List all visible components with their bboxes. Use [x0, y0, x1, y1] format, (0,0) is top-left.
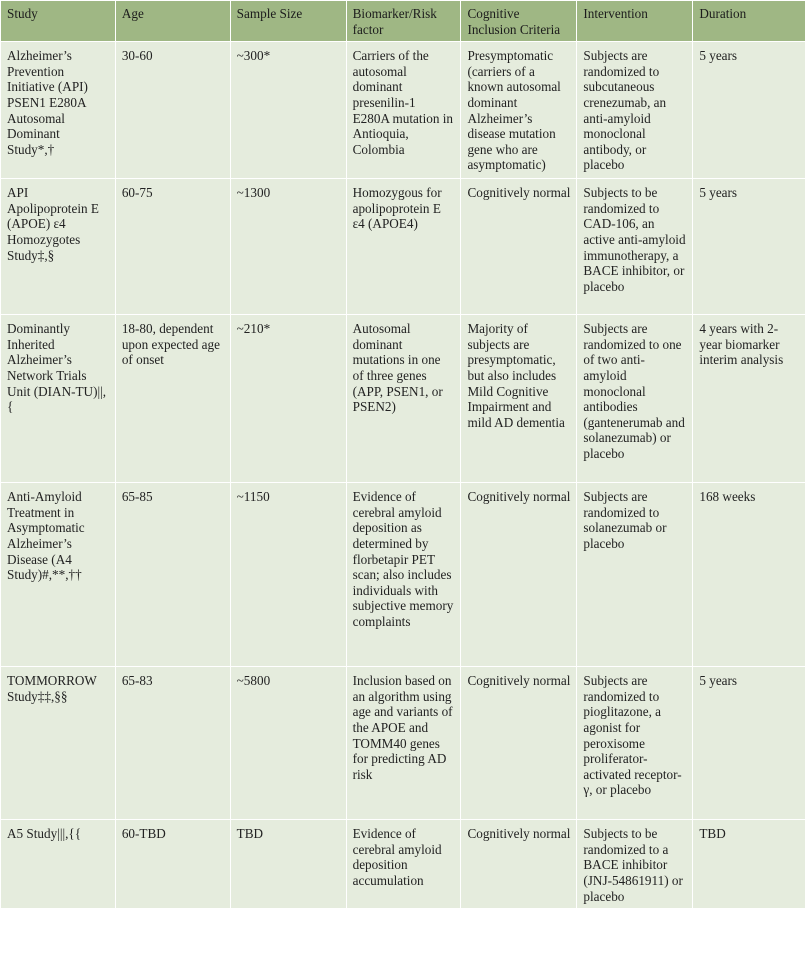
table-row: [1, 42, 806, 179]
cell-sample-size: ~1150: [230, 483, 346, 667]
cell-intervention: Subjects are randomized to solanezumab or placebo: [577, 483, 693, 667]
cell-intervention: Subjects to be randomized to a BACE inhibitor (JNJ-54861911) or placebo: [577, 820, 693, 909]
cell-cognitive-criteria: Presymptomatic (carriers of a known autosomal dominant Alzheimer’s disease mutation gene who are asymptomatic): [461, 42, 577, 179]
cell-sample-size: ~210*: [230, 315, 346, 483]
cell-study: Dominantly Inherited Alzheimer’s Network Trials Unit (DIAN-TU)||,{: [1, 315, 116, 483]
table-row: [1, 483, 806, 667]
column-header-intervention: Intervention: [577, 1, 693, 42]
cell-cognitive-criteria: Cognitively normal: [461, 667, 577, 820]
cell-age: 60-TBD: [115, 820, 230, 909]
cell-sample-size: ~5800: [230, 667, 346, 820]
column-header-duration: Duration: [693, 1, 806, 42]
column-header-study: Study: [1, 1, 116, 42]
cell-intervention: Subjects are randomized to pioglitazone, a agonist for peroxisome proliferator-activated receptor-γ, or placebo: [577, 667, 693, 820]
cell-cognitive-criteria: Majority of subjects are presymptomatic, but also includes Mild Cognitive Impairment and mild AD dementia: [461, 315, 577, 483]
table-row: [1, 179, 806, 315]
cell-cognitive-criteria: Cognitively normal: [461, 179, 577, 315]
cell-biomarker: Homozygous for apolipoprotein E ε4 (APOE4): [346, 179, 461, 315]
column-header-age: Age: [115, 1, 230, 42]
cell-study: TOMMORROW Study‡‡,§§: [1, 667, 116, 820]
cell-biomarker: Evidence of cerebral amyloid deposition accumulation: [346, 820, 461, 909]
cell-duration: 5 years: [693, 42, 806, 179]
column-header-cognitive-inclusion-criteria: Cognitive Inclusion Criteria: [461, 1, 577, 42]
cell-sample-size: ~1300: [230, 179, 346, 315]
cell-biomarker: Inclusion based on an algorithm using age and variants of the APOE and TOMM40 genes for predicting AD risk: [346, 667, 461, 820]
cell-biomarker: Autosomal dominant mutations in one of three genes (APP, PSEN1, or PSEN2): [346, 315, 461, 483]
cell-sample-size: ~300*: [230, 42, 346, 179]
cell-duration: 5 years: [693, 667, 806, 820]
cell-duration: 168 weeks: [693, 483, 806, 667]
cell-age: 30-60: [115, 42, 230, 179]
cell-cognitive-criteria: Cognitively normal: [461, 483, 577, 667]
cell-age: 65-85: [115, 483, 230, 667]
cell-age: 18-80, dependent upon expected age of onset: [115, 315, 230, 483]
cell-intervention: Subjects are randomized to one of two anti-amyloid monoclonal antibodies (gantenerumab and solanezumab) or placebo: [577, 315, 693, 483]
cell-duration: 5 years: [693, 179, 806, 315]
cell-duration: 4 years with 2-year biomarker interim analysis: [693, 315, 806, 483]
cell-duration: TBD: [693, 820, 806, 909]
table-row: [1, 820, 806, 909]
table-row: [1, 667, 806, 820]
cell-age: 60-75: [115, 179, 230, 315]
cell-study: A5 Study|||,{{: [1, 820, 116, 909]
cell-intervention: Subjects to be randomized to CAD-106, an active anti-amyloid immunotherapy, a BACE inhibitor, or placebo: [577, 179, 693, 315]
cell-intervention: Subjects are randomized to subcutaneous crenezumab, an anti-amyloid monoclonal antibody, or placebo: [577, 42, 693, 179]
table-row: [1, 315, 806, 483]
cell-age: 65-83: [115, 667, 230, 820]
cell-biomarker: Evidence of cerebral amyloid deposition as determined by florbetapir PET scan; also includes individuals with subjective memory complaints: [346, 483, 461, 667]
column-header-sample-size: Sample Size: [230, 1, 346, 42]
column-header-biomarker-risk-factor: Biomarker/Risk factor: [346, 1, 461, 42]
cell-study: Anti-Amyloid Treatment in Asymptomatic Alzheimer’s Disease (A4 Study)#,**,††: [1, 483, 116, 667]
cell-biomarker: Carriers of the autosomal dominant presenilin-1 E280A mutation in Antioquia, Colombia: [346, 42, 461, 179]
cell-sample-size: TBD: [230, 820, 346, 909]
table-header-row: [1, 1, 806, 42]
cell-study: Alzheimer’s Prevention Initiative (API) PSEN1 E280A Autosomal Dominant Study*,†: [1, 42, 116, 179]
cell-cognitive-criteria: Cognitively normal: [461, 820, 577, 909]
cell-study: API Apolipoprotein E (APOE) ε4 Homozygotes Study‡,§: [1, 179, 116, 315]
